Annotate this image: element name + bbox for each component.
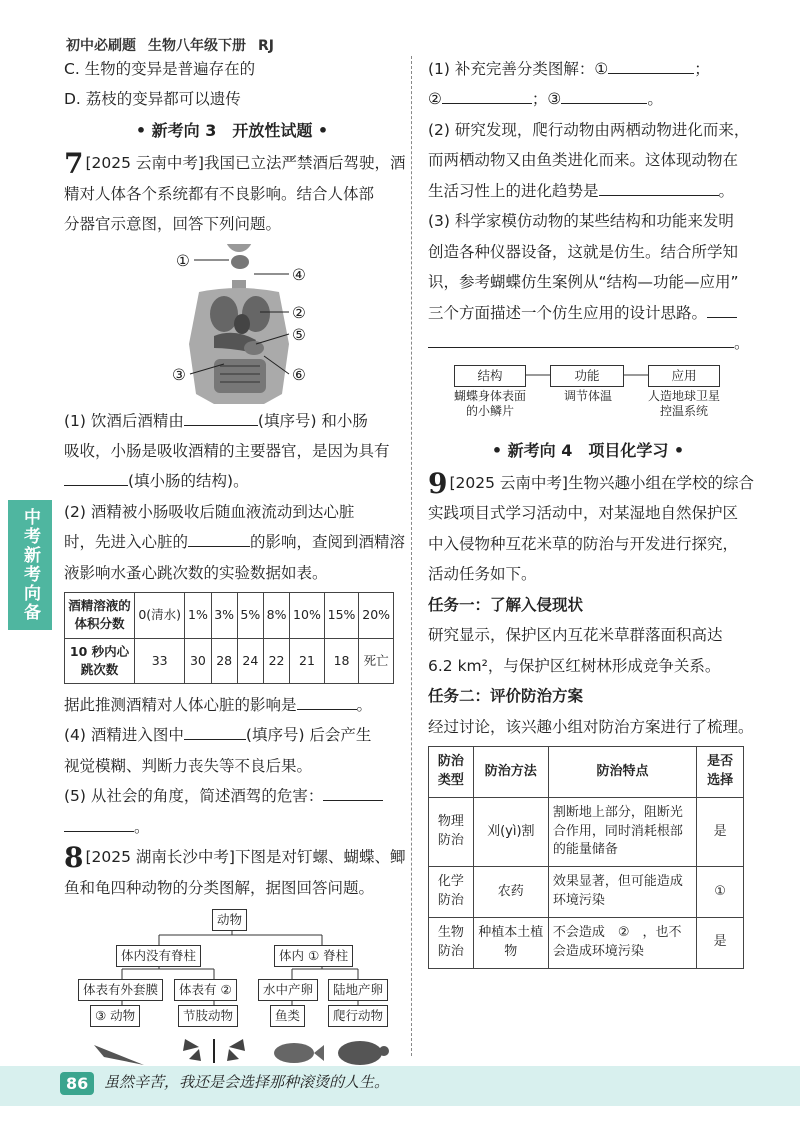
q7-part2: 液影响水蚤心跳次数的实验数据如表。 <box>64 563 328 582</box>
question-text: 精对人体各个系统都有不良影响。结合人体部 <box>64 184 375 203</box>
q7-part2: 的影响，查阅到酒精溶 <box>250 533 406 552</box>
alcohol-data-table <box>64 592 394 684</box>
human-organ-diagram <box>64 244 400 404</box>
table-header-row <box>429 747 744 798</box>
question-text: 我国已立法严禁酒后驾驶，酒 <box>203 154 406 173</box>
answer-blank[interactable] <box>184 412 258 426</box>
tree-node-a: 体内没有脊柱 <box>116 945 201 967</box>
table-header: 防治方法 <box>473 747 548 798</box>
table-cell: 3% <box>211 593 237 638</box>
table-row <box>65 638 394 683</box>
q7-part3: 据此推测酒精对人体心脏的影响是 <box>64 695 297 714</box>
table-cell: 物理防治 <box>429 797 474 867</box>
table-header: 防治特点 <box>548 747 696 798</box>
table-cell: 22 <box>263 638 289 683</box>
table-cell: 效果显著，但可能造成环境污染 <box>548 867 696 918</box>
bionics-flow <box>428 363 748 429</box>
book-title: 初中必刷题 <box>66 38 136 54</box>
table-cell: 1% <box>185 593 211 638</box>
task-2-heading: 任务二：评价防治方案 <box>428 687 584 706</box>
label-2: ② <box>292 303 306 322</box>
answer-blank[interactable] <box>297 696 357 710</box>
flow-application: 应用 <box>648 365 720 387</box>
answer-blank[interactable] <box>442 90 532 104</box>
label-3: ③ <box>172 365 186 384</box>
q7-part2: 时，先进入心脏的 <box>64 533 189 552</box>
table-header: 10 秒内心跳次数 <box>65 638 135 683</box>
table-row <box>429 797 744 867</box>
table-cell: 农药 <box>473 867 548 918</box>
table-cell: 是 <box>697 918 744 969</box>
q8-part3: 创造各种仪器设备，这就是仿生。结合所学知 <box>428 242 739 261</box>
table-cell: 是 <box>697 797 744 867</box>
q8-part3: 三个方面描述一个仿生应用的设计思路。 <box>428 303 708 322</box>
question-9 <box>428 466 754 969</box>
q7-part4: 视觉模糊、判断力丧失等不良后果。 <box>64 756 313 775</box>
label-4: ④ <box>292 265 306 284</box>
table-cell: ① <box>697 867 744 918</box>
answer-blank[interactable] <box>64 472 128 486</box>
table-cell: 不会造成 ② ，也不会造成环境污染 <box>548 918 696 969</box>
question-text: 分器官示意图，回答下列问题。 <box>64 215 282 234</box>
tree-leaf-3: 鱼类 <box>270 1005 305 1027</box>
q8-part3: (3) 科学家模仿动物的某些结构和功能来发明 <box>428 212 734 231</box>
q8-part1: (1) 补充完善分类图解：① <box>428 60 609 78</box>
table-cell: 生物防治 <box>429 918 474 969</box>
q8-part2: 而两栖动物又由鱼类进化而来。这体现动物在 <box>428 151 739 170</box>
q7-part2: (2) 酒精被小肠吸收后随血液流动到达心脏 <box>64 502 355 521</box>
q7-part1: (填小肠的结构)。 <box>128 472 249 491</box>
table-cell: 24 <box>237 638 263 683</box>
section-heading-4: • 新考向 4 项目化学习 • <box>491 440 685 460</box>
table-cell: 死亡 <box>359 638 394 683</box>
table-cell: 18 <box>324 638 359 683</box>
q7-part1: (1) 饮酒后酒精由 <box>64 411 184 430</box>
page-number: 86 <box>60 1072 94 1095</box>
answer-blank[interactable] <box>561 90 647 104</box>
table-cell: 刈(yì)割 <box>473 797 548 867</box>
q7-part5: (5) 从社会的角度，简述酒驾的危害： <box>64 787 324 806</box>
flow-function: 功能 <box>550 365 624 387</box>
table-cell: 0(清水) <box>135 593 185 638</box>
table-cell: 15% <box>324 593 359 638</box>
question-source: [2025 湖南长沙中考] <box>85 848 235 867</box>
q7-part1: 吸收，小肠是吸收酒精的主要器官，是因为具有 <box>64 442 390 460</box>
q8-part2: (2) 研究发现，爬行动物由两栖动物进化而来， <box>428 120 750 139</box>
tree-node-b: 体内 ① 脊柱 <box>274 945 353 967</box>
option-c: C. 生物的变异是普遍存在的 <box>64 60 256 78</box>
answer-blank[interactable] <box>608 60 694 74</box>
table-cell: 21 <box>290 638 325 683</box>
table-cell: 10% <box>290 593 325 638</box>
subject-title: 生物八年级下册 <box>148 38 246 54</box>
question-text: 生物兴趣小组在学校的综合 <box>567 473 754 492</box>
answer-blank[interactable] <box>323 787 383 801</box>
edition: RJ <box>258 38 274 54</box>
table-cell: 33 <box>135 638 185 683</box>
q8-part1: ② <box>428 90 442 109</box>
question-number: 9 <box>428 466 448 500</box>
answer-blank[interactable] <box>428 334 734 348</box>
table-cell: 5% <box>237 593 263 638</box>
flow-structure: 结构 <box>454 365 526 387</box>
label-6: ⑥ <box>292 365 306 384</box>
table-cell: 割断地上部分，阻断光合作用，同时消耗根部的能量储备 <box>548 797 696 867</box>
answer-blank[interactable] <box>184 726 246 740</box>
column-divider <box>411 56 412 1056</box>
tree-node-b1: 水中产卵 <box>258 979 318 1001</box>
table-cell: 20% <box>359 593 394 638</box>
question-text: 活动任务如下。 <box>428 565 537 584</box>
q7-part4: (4) 酒精进入图中 <box>64 726 184 745</box>
answer-blank[interactable] <box>707 304 737 318</box>
table-row <box>65 593 394 638</box>
table-cell: 8% <box>263 593 289 638</box>
side-tab: 中考新考向备 <box>8 500 52 630</box>
q8-part1: ；③ <box>531 90 562 109</box>
flow-function-desc: 调节体温 <box>563 388 612 403</box>
table-cell: 28 <box>211 638 237 683</box>
table-header: 防治类型 <box>429 747 474 798</box>
animal-icons <box>94 1039 389 1065</box>
question-text: 实践项目式学习活动中，对某湿地自然保护区 <box>428 504 739 523</box>
footer-motto: 虽然辛苦，我还是会选择那种滚烫的人生。 <box>104 1073 390 1091</box>
section-heading-3: • 新考向 3 开放性试题 • <box>135 120 329 140</box>
tree-node-b2: 陆地产卵 <box>328 979 388 1001</box>
right-column: (1) 补充完善分类图解：① ； ② ；③ 。 (2) 研究发现，爬行动物由两栖动物进化而来， 而两栖动物又由鱼类进化而来。这体现动物在 生活习性上的进化趋势是 。 (3) 科学家模仿动物的某些结构和功能来发明 创造各种仪器设备，这就是仿生。结合所学知 识，参考蝴蝶仿生案例从“结构—功能—应用” 三个方面描述一个仿生应用的设计思路。 。 结构 功能 应用 蝴蝶身体表面的小鳞片 调节体温 人造地球卫星控温系统 • 新考向 4 项目化学习 • 9 [2025 云南中考]生物兴趣小组在学校的综合 实践项目式学习活动中，对某湿地自然保护区 中入侵物种互花米草的防治与开发进行探究， 活动任务如下。 任务一：了解入侵现状 研究显示，保护区内互花米草群落面积高达 6.2 km²，与保护区红树林形成竞争关系。 任务二：评价防治方案 经过讨论，该兴趣小组对防治方案进行了梳理。 防治类型 防治方法 防治特点 是否选择 物理防治 刈(yì)割 割断地上部分，阻断光合作用，同时消耗根部的能量储备 是 化学防治 农药 效果显著，但可能造成环境污染 ① 生物防治 种植本土植物 不会造成 ② ，也不会造成环境污染 是 <box>428 58 748 969</box>
table-cell: 种植本土植物 <box>473 918 548 969</box>
tree-node-a2: 体表有 ② <box>174 979 237 1001</box>
table-row <box>429 918 744 969</box>
question-number: 7 <box>64 147 84 181</box>
label-5: ⑤ <box>292 325 306 344</box>
research-text: 研究显示，保护区内互花米草群落面积高达 <box>428 626 723 645</box>
question-source: [2025 云南中考] <box>85 154 204 173</box>
table-cell: 化学防治 <box>429 867 474 918</box>
classification-tree <box>64 907 400 1077</box>
tree-leaf-4: 爬行动物 <box>328 1005 388 1027</box>
flow-application-desc: 人造地球卫星控温系统 <box>647 388 720 419</box>
answer-blank[interactable] <box>599 182 719 196</box>
q8-part3: 识，参考蝴蝶仿生案例从“结构—功能—应用” <box>428 273 739 292</box>
q8-part2: 生活习性上的进化趋势是 <box>428 181 599 200</box>
answer-blank[interactable] <box>64 818 134 832</box>
task-1-heading: 任务一：了解入侵现状 <box>428 595 584 614</box>
question-source: [2025 云南中考] <box>449 473 568 492</box>
question-text: 中入侵物种互花米草的防治与开发进行探究， <box>428 534 739 553</box>
table-header: 酒精溶液的体积分数 <box>65 593 135 638</box>
tree-root: 动物 <box>212 909 247 931</box>
answer-blank[interactable] <box>188 533 250 547</box>
research-text: 经过讨论，该兴趣小组对防治方案进行了梳理。 <box>428 717 754 736</box>
label-1: ① <box>176 251 190 270</box>
q7-part1: (填序号) 和小肠 <box>257 411 368 430</box>
question-number: 8 <box>64 841 84 875</box>
control-plan-table <box>428 746 744 969</box>
question-8 <box>64 841 406 1077</box>
question-text: 下图是对钉螺、蝴蝶、鲫 <box>234 848 406 867</box>
body-illustration <box>64 244 400 404</box>
question-text: 鱼和龟四种动物的分类图解，据图回答问题。 <box>64 878 375 897</box>
table-cell: 30 <box>185 638 211 683</box>
q7-part4: (填序号) 后会产生 <box>245 726 372 745</box>
table-header: 是否选择 <box>697 747 744 798</box>
question-7: 7 [2025 云南中考]我国已立法严禁酒后驾驶，酒 精对人体各个系统都有不良影响。结合人体部 分器官示意图，回答下列问题。 ① ② ③ ④ ⑤ ⑥ (1) 饮酒后酒精由 (填序号) 和小肠 吸收，小肠是吸收酒精的主要器官，是因为具有 (填小肠的结构)。 (2) 酒精被小肠吸收后随血液流动到达心脏 时，先进入心脏的 的影响，查阅到酒精溶 液影响水蚤心跳次数的实验数据如表。 酒精溶液的体积分数 0(清水) 1% 3% 5% 8% 10% 15% 20% 10 秒内心跳次数 33 30 28 24 22 21 18 死亡 据此推测酒精对人体心脏的影响是 。 (4) 酒精进入图中 (填序号) 后会产生 视觉模糊、判断力丧失等不良后果。 (5) 从社会的角度，简述酒驾的危害： 。 <box>64 147 406 836</box>
table-row <box>429 867 744 918</box>
tree-node-a1: 体表有外套膜 <box>78 979 163 1001</box>
option-d: D. 荔枝的变异都可以遗传 <box>64 90 241 109</box>
tree-leaf-1: ③ 动物 <box>90 1005 140 1027</box>
tree-leaf-2: 节肢动物 <box>178 1005 238 1027</box>
left-column <box>64 58 406 1077</box>
running-header <box>66 36 274 56</box>
research-text: 6.2 km²，与保护区红树林形成竞争关系。 <box>428 656 721 675</box>
flow-structure-desc: 蝴蝶身体表面的小鳞片 <box>453 388 526 419</box>
